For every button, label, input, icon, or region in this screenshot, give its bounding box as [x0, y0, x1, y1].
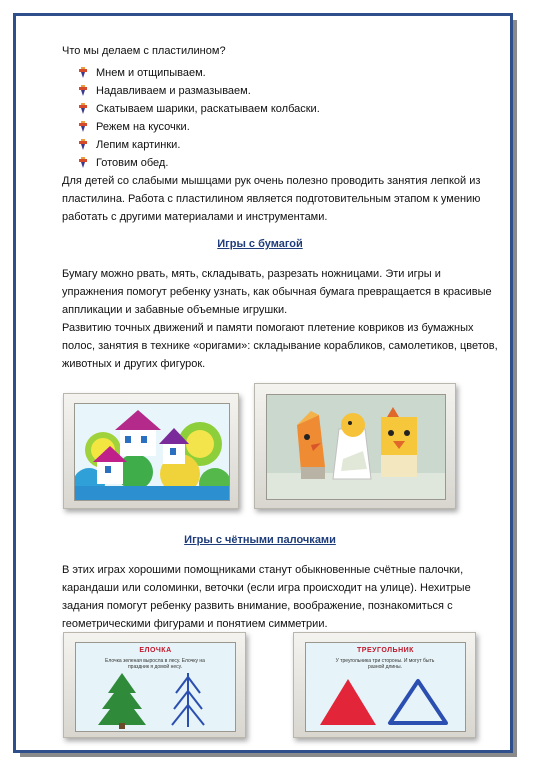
paper-paragraph-1: Бумагу можно рвать, мять, складывать, разрезать ножницами. Эти игры и упражнения помогут ребенку узнать, как обычная бумага превращается в красивые аппликации и забавные объемные игрушки.	[62, 268, 492, 316]
page-shadow-bottom	[20, 753, 517, 757]
stick-triangle-shape	[390, 681, 446, 723]
pushpin-bullet-icon	[78, 67, 88, 79]
paper-houses-image	[75, 404, 229, 500]
tree-card-subtitle: Елочка зеленая выросла в лесу. Елочку на праздник я домой несу.	[105, 658, 205, 670]
triangle-card-frame	[293, 632, 476, 738]
activity-list-item	[76, 64, 502, 82]
plasticine-paragraph: Для детей со слабыми мышцами рук очень полезно проводить занятия лепкой из пластилина. Работа с пластилином является подготовительным этапом к умению работать с другими материалами и инструментами.	[62, 175, 481, 223]
green-tree-shape	[98, 673, 146, 725]
triangle-card-title: ТРЕУГОЛЬНИК	[357, 647, 414, 654]
activity-list-item	[76, 82, 502, 100]
sticks-paragraph: В этих играх хорошими помощниками станут обыкновенные счётные палочки, карандаши или соломинки, веточки (если игра происходит на улице). Нехитрые задания помогут ребенку развить внимание, воображение, познакомиться с геометрическими фигурами и понятием симметрии.	[62, 564, 471, 630]
pushpin-bullet-icon	[78, 139, 88, 151]
paper-section	[62, 265, 502, 373]
activity-text: Готовим обед.	[96, 157, 169, 169]
triangle-card-subtitle: У треугольника три стороны. И могут быть разной длины.	[335, 658, 435, 670]
tree-card	[75, 642, 236, 732]
counting-sticks-heading: Игры с чётными палочками	[184, 534, 336, 546]
activity-list-item	[76, 100, 502, 118]
paper-paragraph-2: Развитию точных движений и памяти помогают плетение ковриков из бумажных полос, занятия в технике «оригами»: складывание корабликов, самолетиков, цветов, животных и других фигурок.	[62, 322, 498, 370]
triangle-drawings	[306, 643, 465, 731]
activity-list-item	[76, 136, 502, 154]
tree-drawings	[76, 643, 235, 731]
activity-list-item	[76, 154, 502, 172]
page-shadow-right	[513, 20, 517, 756]
origami-picture	[266, 394, 446, 500]
sticks-section	[62, 561, 502, 633]
pushpin-bullet-icon	[78, 85, 88, 97]
activity-text: Надавливаем и размазываем.	[96, 85, 251, 97]
applique-picture	[74, 403, 230, 501]
paper-games-heading: Игры с бумагой	[217, 238, 303, 250]
origami-picture-frame	[254, 383, 456, 509]
activity-text: Скатываем шарики, раскатываем колбаски.	[96, 103, 320, 115]
tree-card-title: ЕЛОЧКА	[139, 647, 172, 654]
pushpin-bullet-icon	[78, 121, 88, 133]
intro-question: Что мы делаем с пластилином?	[62, 45, 226, 57]
origami-chicks-image	[267, 395, 445, 499]
activity-list	[76, 64, 502, 172]
activity-text: Мнем и отщипываем.	[96, 67, 206, 79]
pushpin-bullet-icon	[78, 157, 88, 169]
applique-picture-frame	[63, 393, 239, 509]
tree-card-frame	[63, 632, 246, 738]
triangle-card	[305, 642, 466, 732]
activity-text: Режем на кусочки.	[96, 121, 190, 133]
activity-text: Лепим картинки.	[96, 139, 181, 151]
plasticine-section	[62, 42, 502, 226]
pushpin-bullet-icon	[78, 103, 88, 115]
stick-tree-shape	[172, 673, 204, 727]
red-triangle-shape	[320, 679, 376, 725]
activity-list-item	[76, 118, 502, 136]
